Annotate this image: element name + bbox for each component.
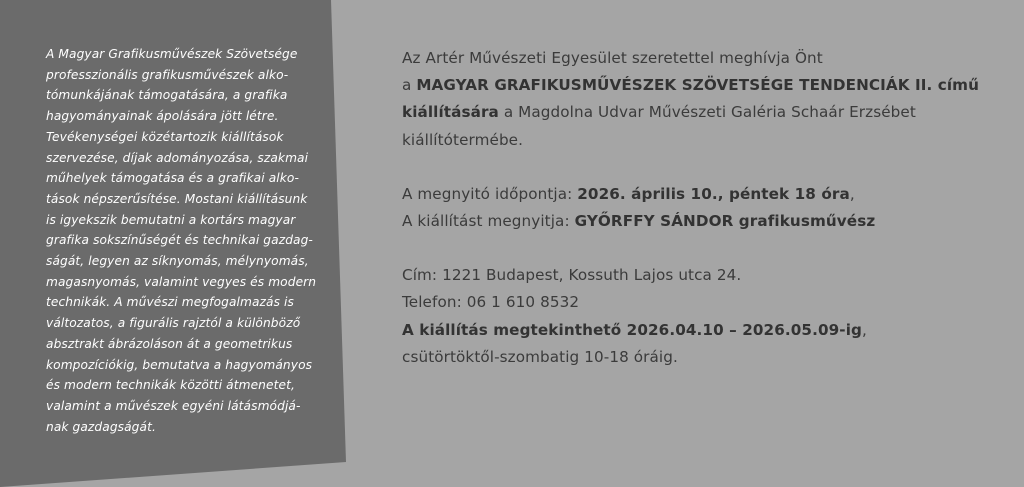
address-line: Cím: 1221 Budapest, Kossuth Lajos utca 24. [402,266,742,285]
viewing-period: A kiállítás megtekinthető 2026.04.10 – 2026.05.09-ig [402,320,862,339]
invitation-line: kiállítótermébe. [402,130,524,149]
description-line: tómunkájának támogatására, a grafika [46,88,288,103]
invitation-paragraph [402,45,1002,154]
invitation-line: Az Artér Művészeti Egyesület szeretettel meghívja Önt [402,49,823,67]
opener-line [402,208,1002,235]
viewing-period-suffix: , [862,320,867,339]
opener-role: grafikusművész [733,212,876,231]
description-line: tások népszerűsítése. Mostani kiállításunk [46,191,308,206]
description-line: ságát, legyen az síknyomás, mélynyomás, [46,254,309,269]
opening-date-value: 2026. április 10., péntek 18 óra [577,184,850,203]
opening-date-suffix: , [849,184,855,203]
opening-hours-line: csütörtöktől-szombatig 10-18 óráig. [402,347,678,366]
contact-paragraph [402,262,1002,371]
invitation-body [402,45,1002,398]
association-description [46,44,331,437]
description-line: A Magyar Grafikusművészek Szövetsége [46,47,298,61]
description-line: grafika sokszínűségét és technikai gazdag- [46,233,313,248]
description-line: szervezése, díjak adományozása, szakmai [46,150,309,165]
description-line: kompozíciókig, bemutatva a hagyományos [46,357,313,372]
exhibition-title: MAGYAR GRAFIKUSMŰVÉSZEK SZÖVETSÉGE TENDENCIÁK II. című [416,76,980,95]
venue-text: a Magdolna Udvar Művészeti Galéria Schaár Erzsébet [498,103,916,122]
exhibition-title-end: kiállítására [402,103,499,122]
description-line: és modern technikák közötti átmenetet, [46,378,295,393]
opener-name: GYŐRFFY SÁNDOR [574,212,734,231]
opening-date-label: A megnyitó időpontja: [402,184,578,203]
description-line: hagyományainak ápolására jött létre. [46,109,279,124]
description-line: technikák. A művészi megfogalmazás is [46,295,294,310]
viewing-period-line [402,317,1002,344]
description-line: nak gazdagságát. [46,419,156,434]
opener-label: A kiállítást megnyitja: [402,212,575,231]
description-line: valamint a művészek egyéni látásmódjá- [46,398,301,413]
invitation-title-line [402,72,1002,99]
phone-line: Telefon: 06 1 610 8532 [402,293,580,312]
description-line: Tevékenységei közétartozik kiállítások [46,129,284,144]
description-line: magasnyomás, valamint vegyes és modern [46,274,317,289]
description-line: is igyekszik bemutatni a kortárs magyar [46,212,296,227]
description-line: műhelyek támogatása és a grafikai alko- [46,171,299,186]
description-line: professzionális grafikusművészek alko- [46,67,289,82]
opening-paragraph [402,181,1002,235]
invitation-venue-line [402,99,1002,126]
opening-date-line [402,181,1002,208]
title-prefix: a [402,76,417,95]
description-line: absztrakt ábrázoláson át a geometrikus [46,336,293,351]
description-line: változatos, a figurális rajztól a különböző [46,316,301,331]
